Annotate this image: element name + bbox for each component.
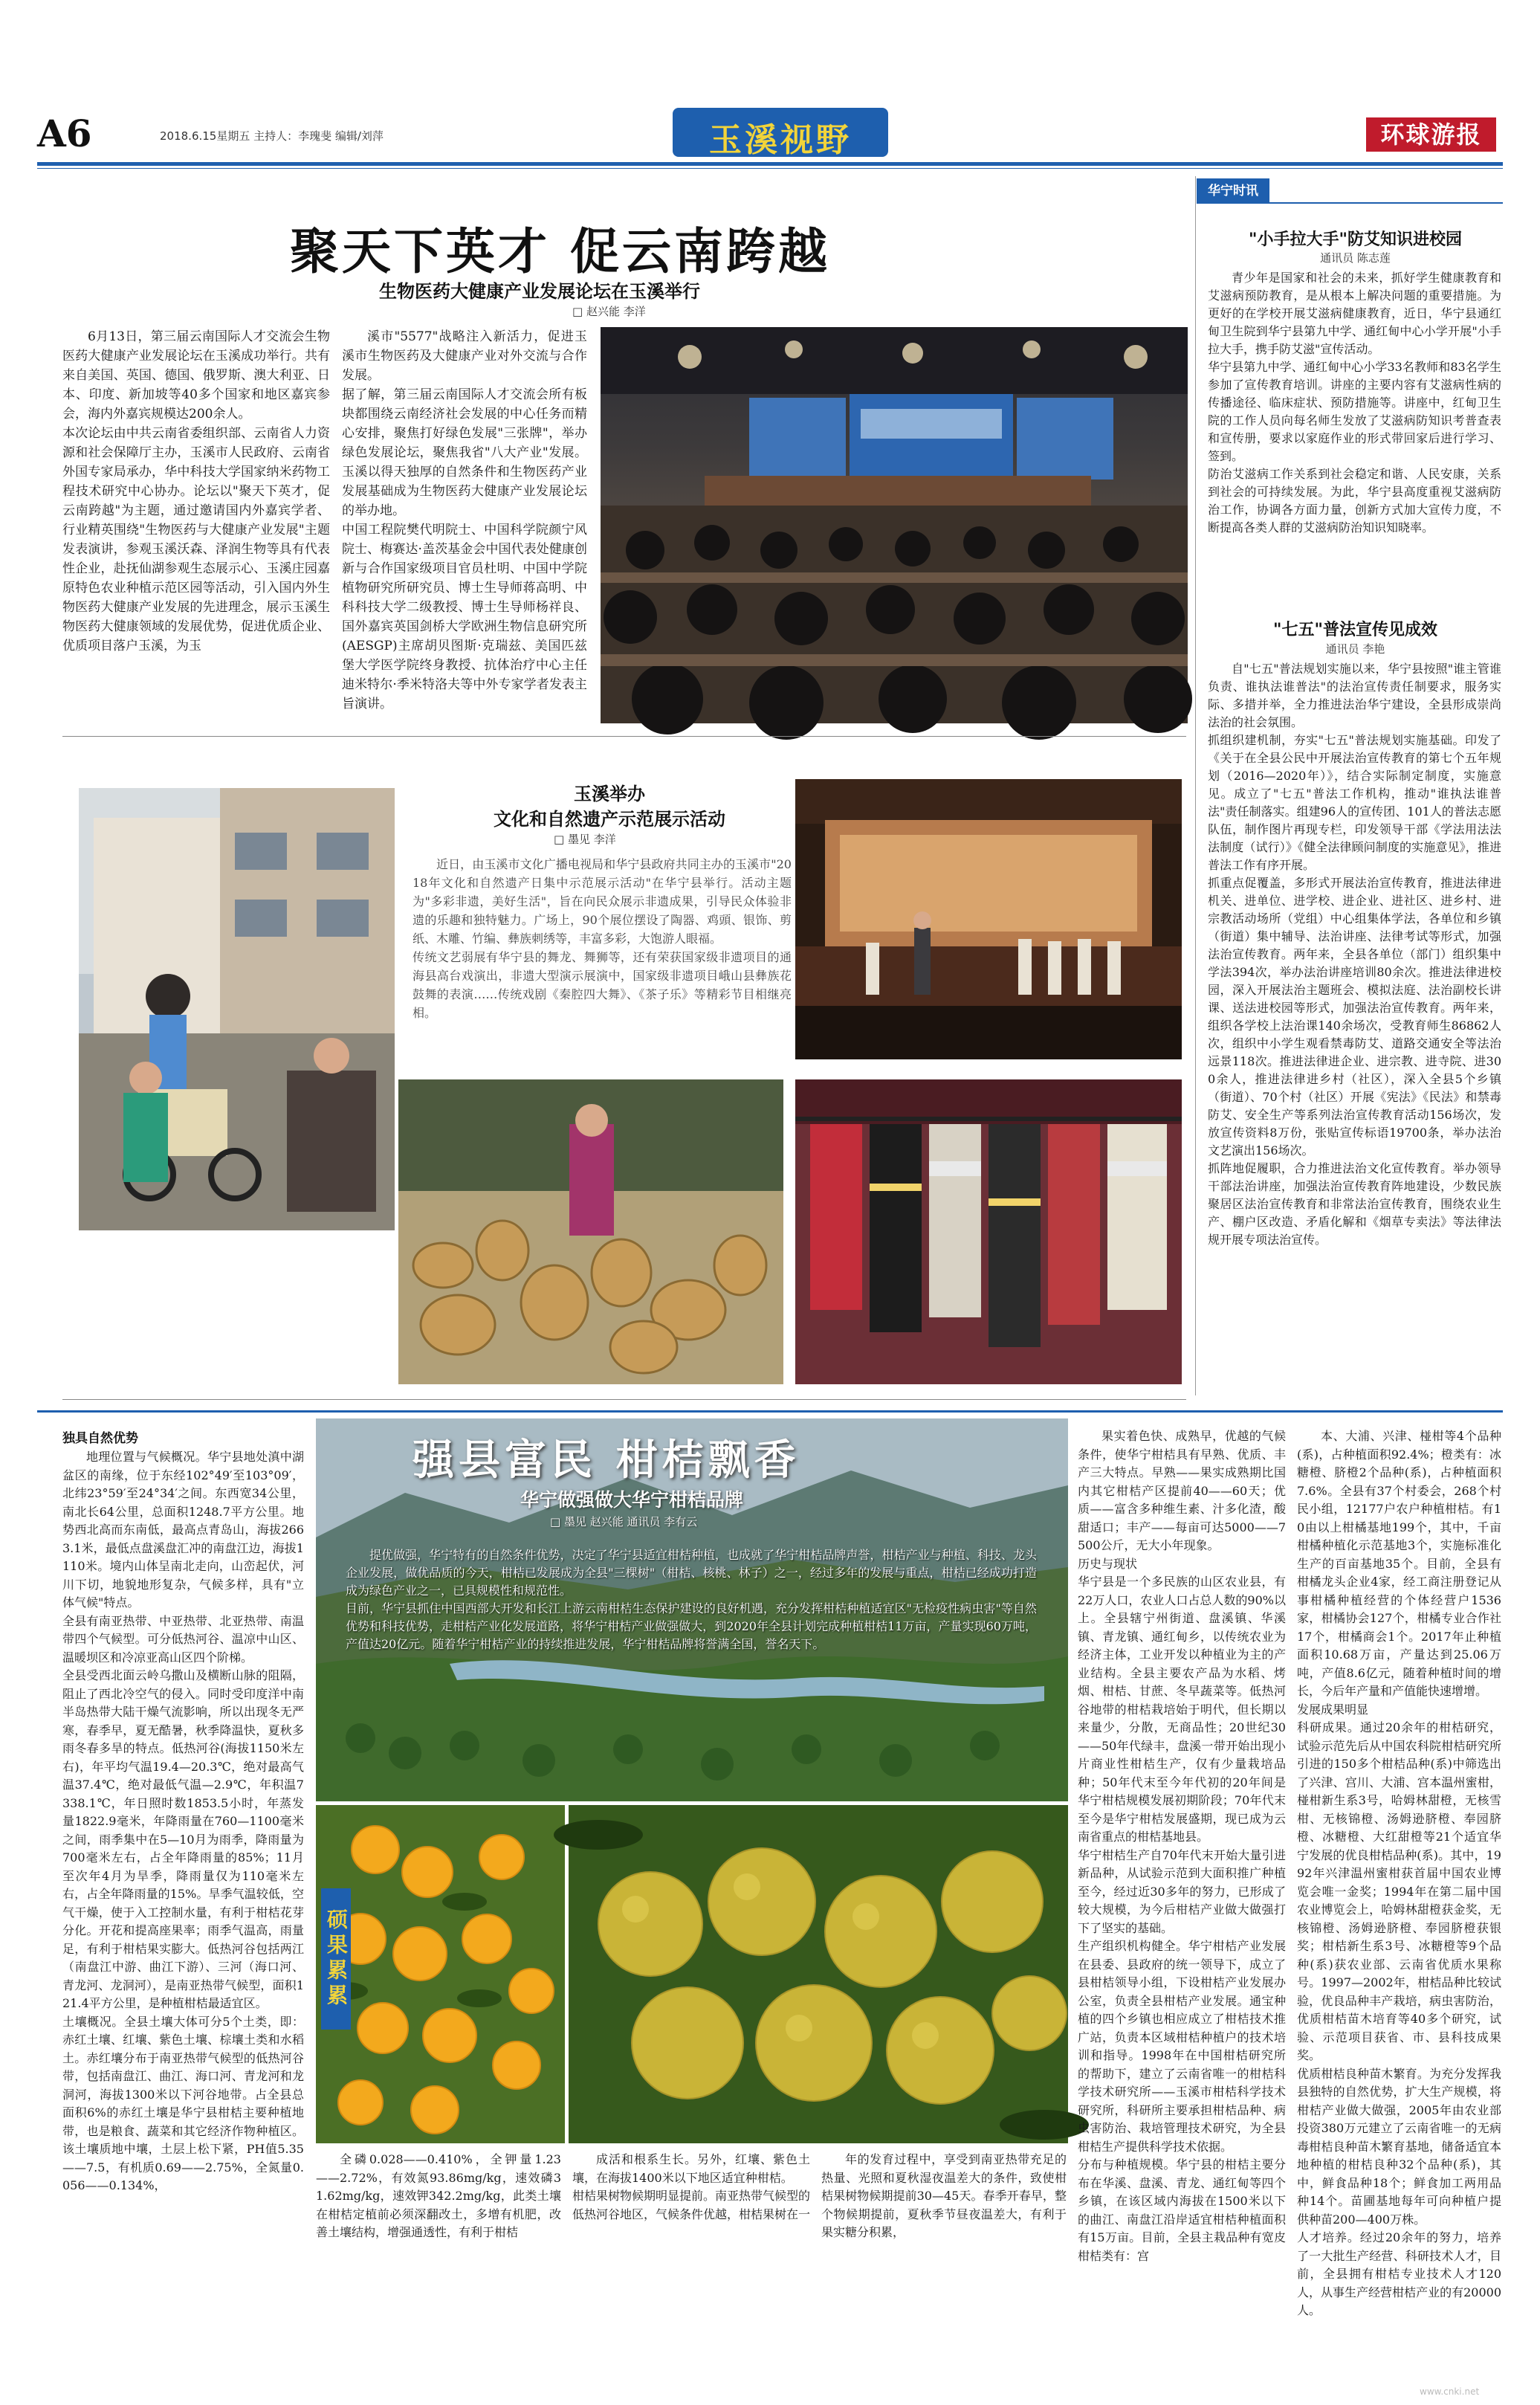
story1-body: 青少年是国家和社会的未来，抓好学生健康教育和艾滋病预防教育，是从根本上解决问题的重要措施。为更好的在学校开展艾滋病健康教育，近日，华宁县通红甸卫生院到华宁县第九中学、通红甸中心小学开展"小手拉大手，携手防艾滋"宣传活动。 华宁县第九中学、通红甸中心小学33名教师和83名学生参加了宣传教育培训。讲座的主要内容有艾滋病性病的传播途径、临床症状、预防措施等。讲座中，红甸卫生院的工作人员向每名师生发放了艾滋病防知识考普查表和宣传册，要求以家庭作业的形式带回家后进行学习、签到。 防治艾滋病工作关系到社会稳定和谐、人民安康，关系到社会的可持续发展。为此，华宁县高度重视艾滋病防治工作，协调各方面力量，创新方式加大宣传力度，不断提高各类人群的艾滋病防治知识知晓率。 (1208, 271, 1501, 535)
citrus-sidebar-heading: 独具自然优势 (62, 1431, 138, 1446)
parade-photo (79, 788, 395, 1230)
citrus-column-d-bottom: 年的发育过程中，享受到南亚热带充足的热量、光照和夏秋湿夜温差大的条件，致使柑桔果树物候期提前30—45天。春季开春早，整个物候期提前，夏秋季节昼夜温差大，有利于果实糖分积累， (821, 2152, 1067, 2239)
story2-byline: 通讯员 李艳 (1325, 642, 1385, 656)
main-story-column-2: 溪市"5577"战略注入新活力，促进玉溪市生物医药及大健康产业对外交流与合作发展。 据了解，第三届云南国际人才交流会所有板块都围绕云南经济社会发展的中心任务而精心安排，聚焦打好绿色发展"三张牌"，举办绿色发展论坛，聚焦我省"八大产业"发展。玉溪以得天独厚的自然条件和生物医药产业发展基础成为生物医药大健康产业发展论坛的举办地。 中国工程院樊代明院士、中国科学院颜宁风院士、梅赛达·盖茨基金会中国代表处健康创新与合作国家级项目官员杜明、中国中学院植物研究所研究员、博士生导师蒋高明、中科科技大学二级教授、博士生导师杨祥良、国外嘉宾英国剑桥大学欧洲生物信息研究所(AESGP)主席胡贝图斯·克瑞兹、美国匹兹堡大学医学院终身教授、抗体治疗中心主任迪米特尔·季米特洛夫等中外专家学者发表主旨演讲。 (342, 329, 587, 711)
parade-illustration (79, 788, 395, 1230)
main-story-subtitle: 生物医药大健康产业发展论坛在玉溪举行 (379, 281, 700, 302)
citrus-cluster-photo-right (569, 1805, 1068, 2143)
section-title: 玉溪视野 (709, 121, 852, 159)
citrus-cluster-photo-left (316, 1805, 565, 2143)
heritage-byline: □ 墨见 李洋 (554, 833, 616, 846)
stage-illustration (795, 779, 1182, 1059)
watermark: www.cnki.net (1420, 2386, 1480, 2397)
header-rule (37, 162, 1503, 166)
right-column-divider (1195, 176, 1196, 1395)
citrus-left-illustration (316, 1805, 565, 2143)
story1-byline: 通讯员 陈志莲 (1320, 251, 1391, 265)
forum-hall-illustration (601, 327, 1188, 723)
citrus-column-f: 本、大浦、兴津、椪柑等4个品种(系)，占种植面积92.4%；橙类有：冰糖橙、脐橙2个品种(系)，占种植面积7.6%。全县有37个村委会，268个村民小组，12177户农户种植柑桔。有10由以上柑橘基地199个，其中，千亩柑橘种植化示范基地3个，实施标准化生产的百亩基地35个。目前，全县有柑橘龙头企业4家，经工商注册登记从事柑橘种植经营的个体经营户1536家，柑橘协会127个，柑橘专业合作社17个，柑橘商会1个。2017年止种植面积10.68万亩，产量达到25.06万吨，产值8.6亿元，随着种植时间的增长，今后年产量和产值能快速增增。 发展成果明显 科研成果。通过20余年的柑桔研究，试验示范先后从中国农科院柑桔研究所引进的150多个柑桔品种(系)中筛选出了兴津、宫川、大浦、宫本温州蜜柑，椪柑新生系3号，哈姆林甜橙，无核雪柑、无核锦橙、汤姆逊脐橙、奉园脐橙、冰糖橙、大红甜橙等21个适宜华宁发展的优良柑桔品种(系)。其中，1992年兴津温州蜜柑获首届中国农业博览会唯一金奖；1994年在第二届中国农业博览会上，哈姆林甜橙获金奖，无核锦橙、汤姆逊脐橙、奉园脐橙获银奖；柑桔新生系3号、冰糖橙等9个品种(系)获农业部、云南省优质水果称号。1997—2002年，柑桔品种比较试验，优良品种丰产栽培，病虫害防治，优质柑桔苗木培育等40多个研究，试验、示范项目获省、市、县科技成果奖。 优质柑桔良种苗木繁育。为充分发挥我县独特的自然优势，扩大生产规模，将柑桔产业做大做强，2005年由农业部投资380万元建立了云南省唯一的无病毒柑桔良种苗木繁育基地，储备适宜本地种植的柑桔良种32个品种(系)，其中，鲜食品种18个；鲜食加工两用品种14个。苗圃基地每年可向种植户提供种苗200—400万株。 人才培养。经过20余年的努力，培养了一大批生产经营、科研技术人才，目前，全县拥有柑桔专业技术人才120人，从事生产经营柑桔产业的有20000人。 (1297, 1429, 1501, 2317)
citrus-column-b-bottom: 全磷0.028——0.410%，全钾量1.23——2.72%，有效氮93.86mg/kg，速效磷31.62mg/kg，速效钾342.2mg/kg，此类土壤在柑桔定植前必须深翻改土，多增有机肥，改善土壤结构，增强通透性，有利于柑桔 (316, 2152, 561, 2239)
citrus-column-a: 地理位置与气候概况。华宁县地处滇中湖盆区的南缘，位于东经102°49′至103°09′，北纬23°59′至24°34′之间。东西宽34公里，南北长64公里，总面积1248.7平方公里。地势西北高而东南低，最高点青岛山，海拔2663.1米，最低点盘溪盘汇冲的南盘江边，海拔1110米。境内山体呈南北走向，山峦起伏，河川下切，地貌地形复杂，气候多样，具有"立体气候"特点。 全县有南亚热带、中亚热带、北亚热带、南温带四个气候型。可分低热河谷、温凉中山区、温暖坝区和冷凉亚高山区四个阶梯。 全县受西北面云岭乌撒山及横断山脉的阻隔，阻止了西北冷空气的侵入。同时受印度洋中南半岛热带大陆干燥气流影响，所以出现冬无严寒，春季早，夏无酷暑，秋季降温快，夏秋多雨冬春多旱的特点。低热河谷(海拔1150米左右)，年平均气温19.4—20.3℃，绝对最高气温37.4℃，绝对最低气温—2.9℃，年积温7338.1℃，年日照时数1853.5小时，年蒸发量1822.9毫米，年降雨量在760—1100毫米之间，雨季集中在5—10月为雨季，降雨量为700毫米左右，占全年降雨量的85%；11月至次年4月为旱季，降雨量仅为110毫米左右，占全年降雨量的15%。旱季气温较低，空气干燥，使于入工控制水量，有利于柑桔花芽分化。开花和提高座果率；雨季气温高，雨量足，有利于柑桔果实膨大。低热河谷包括两江（南盘江中游、曲江下游）、三河（海口河、青龙河、龙洞河），是南亚热带气候型，面积121.4平方公里，是种植柑桔最适宜区。 土壤概况。全县土壤大体可分5个土类，即：赤红土壤、红壤、紫色土壤、棕壤土类和水稻土。赤红壤分布于南亚热带气候型的低热河谷带，包括南盘江、曲江、海口河、青龙河和龙洞河，海拔1300米以下河谷地带。占全县总面积6%的赤红土壤是华宁县柑桔主要种植地带，也是粮食、蔬菜和其它经济作物种植区。该土壤质地中壤，土层上松下紧，PH值5.35——7.5，有机质0.69——2.75%，全氮量0.056——0.134%， (62, 1450, 304, 2192)
story1-title: "小手拉大手"防艾知识进校园 (1249, 230, 1462, 249)
column-tag: 华宁时讯 (1197, 178, 1269, 204)
forum-hall-photo (601, 327, 1188, 723)
stage-performance-photo (795, 779, 1182, 1059)
dateline: 2018.6.15星期五 主持人：李瑰斐 编辑/刘萍 (160, 129, 384, 143)
citrus-title: 强县富民 柑桔飘香 (412, 1436, 800, 1485)
photo-label-vertical: 硕果累累 (321, 1888, 351, 2030)
story2-title: "七五"普法宣传见成效 (1273, 621, 1437, 639)
heritage-title-line1: 玉溪举办 (574, 784, 645, 804)
crafts-illustration (398, 1079, 783, 1384)
heritage-bottom-rule (62, 1399, 1186, 1400)
main-story-byline: □ 赵兴能 李洋 (572, 305, 646, 318)
bamboo-crafts-photo (398, 1079, 783, 1384)
costume-illustration (795, 1079, 1182, 1384)
main-story-bottom-rule (62, 736, 1186, 737)
main-story-column-1: 6月13日，第三届云南国际人才交流会生物医药大健康产业发展论坛在玉溪成功举行。共有来自美国、英国、德国、俄罗斯、澳大利亚、日本、印度、新加坡等40多个国家和地区嘉宾参会，海内外嘉宾规模达200余人。 本次论坛由中共云南省委组织部、云南省人力资源和社会保障厅主办，玉溪市人民政府、云南省外国专家局承办，华中科技大学国家纳米药物工程技术研究中心协办。论坛以"聚天下英才，促云南跨越"为主题，通过邀请国内外嘉宾学者、行业精英围绕"生物医药与大健康产业发展"主题发表演讲，参观玉溪沃森、泽润生物等具有代表性企业，赴抚仙湖参观生态展示心、玉溪庄园嘉原特色农业种植示范区园等活动，引入国内外生物医药大健康产业发展的先进理念，展示玉溪生物医药大健康领域的发展优势，促进优质企业、优质项目落户玉溪，为玉 (62, 329, 330, 653)
citrus-column-c-bottom: 成活和根系生长。另外，红壤、紫色土壤，在海拔1400米以下地区适宜种柑桔。 柑桔果树物候期明显提前。南亚热带气候型的低热河谷地区，气候条件优越，柑桔果树在一 (572, 2152, 811, 2221)
heritage-body: 近日，由玉溪市文化广播电视局和华宁县政府共同主办的玉溪市"2018年文化和自然遗产日集中示范展示活动"在华宁县举行。活动主题为"多彩非遗，美好生活"，旨在向民众展示非遗成果，引导民众体验非遗的乐趣和独特魅力。广场上，90个展位摆设了陶器、鸡頭、银饰、剪纸、木雕、竹编、彝族刺绣等，丰富多彩，大饱游人眼福。 传统文艺弱展有华宁县的舞龙、舞狮等，还有荣获国家级非遗项目的通海县高台戏演出，非遗大型演示展演中，国家级非遗项目峨山县彝族花鼓舞的表演……传统戏剧《秦腔四大舞》、《茶子乐》等精彩节目相继亮相。 (412, 857, 792, 1020)
section-divider (37, 1410, 1503, 1413)
main-story-title: 聚天下英才 促云南跨越 (290, 223, 830, 280)
page-number: A6 (37, 112, 92, 155)
citrus-overlay-text: 提优做强，华宁特有的自然条件优势，决定了华宁县适宜柑桔种植，也成就了华宁柑桔品牌声誉，柑桔产业与种植、科技、龙头企业发展，做优品质的今天，柑桔已发展成为全县"三棵树"（柑桔、核桃、林子）之一，经过多年的发展与重点，柑桔已经成功打造成为绿色产业之一，已具规模性和规范性。 目前，华宁县抓住中国西部大开发和长江上游云南柑桔生态保护建设的良好机遇，充分发挥柑桔种植适宜区"无检疫性病虫害"等自然优势和科技优势，走柑桔产业化发展道路，将华宁柑桔产业做强做大，到2020年全县计划完成种植柑桔11万亩，产量实现60万吨，产值达20亿元。随着华宁柑桔产业的持续推进发展，华宁柑桔品牌将誉满全国，誉名天下。 (346, 1548, 1037, 1651)
column-tag-rule (1269, 202, 1503, 204)
citrus-right-illustration (569, 1805, 1068, 2143)
story2-body: 自"七五"普法规划实施以来，华宁县按照"谁主管谁负责、谁执法谁普法"的法治宣传责任制要求，服务实际、多措并举，全力推进法治华宁建设，全县形成崇尚法治的社会氛围。 抓组织建机制，夯实"七五"普法规划实施基础。印发了《关于在全县公民中开展法治宣传教育的第七个五年规划（2016—2020年）》，结合实际制定制度，实施意见。成立了"七五"普法工作机构，推动"谁执法谁普法"责任制落实。组建96人的宣传团、101人的普法志愿队伍，制作图片再现专栏，印发领导干部《学法用法法法制度（试行）》《健全法律顾问制度的实施意见》，推进普法工作有序开展。 抓重点促覆盖，多形式开展法治宣传教育，推进法律进机关、进单位、进学校、进企业、进社区、进乡村、进宗教活动场所（党组）中心组集体学法，各单位和乡镇（街道）集中辅导、法治讲座、法律考试等形式，加强法治宣传教育。两年来，全县各单位（部门）组织集中学法394次，举办法治讲座培训80余次。推进法律进校园，深入开展法治主题班会、模拟法庭、法治副校长讲课、送法进校园等形式，加强法治宣传教育。两年来，组织各学校上法治课140余场次，受教育师生86862人次，组织中小学生观看禁毒防艾、道路交通安全等法治远景118次。推进法律进企业、进宗教、进寺院、进300余人，推进法律进乡村（社区），深入全县5个乡镇（街道）、70个村（社区）开展《宪法》《民法》和禁毒防艾、安全生产等系列法治宣传教育活动156场次，发放宣传资料8万份，张贴宣传标语19700条，举办法治文艺演出156场次。 抓阵地促履职，合力推进法治文化宣传教育。举办领导干部法治讲座，加强法治宣传教育阵地建设，少数民族聚居区法治宣传教育和非常法治宣传教育，围绕农业生产、棚户区改造、矛盾化解和《烟草专卖法》等法律法规开展专项法治宣传。 (1208, 662, 1501, 1247)
heritage-title-line2: 文化和自然遗产示范展示活动 (494, 809, 725, 830)
citrus-column-e: 果实着色快、成熟早，优越的气候条件，使华宁柑桔具有早熟、优质、丰产三大特点。早熟——果实成熟期比国内其它柑桔产区提前40——60天；优质——富含多种维生素、汁多化渣，酸甜适口；丰产——每亩可达5000——7500公斤，无大小年现象。 历史与现状 华宁县是一个多民族的山区农业县，有22万人口，农业人口占总人数的90%以上。全县辖宁州街道、盘溪镇、华溪镇、青龙镇、通红甸乡，以传统农业为经济主体，工业开发以种植业为主的产业结构。全县主要农产品为水稻、烤烟、柑桔、甘蔗、冬早蔬菜等。低热河谷地带的柑桔栽培始于明代，但长期以来量少，分散，无商品性；20世纪30——50年代绿丰，盘溪一带开始出现小片商业性柑桔生产，仅有少量栽培品种；50年代末至今年代初的20年间是华宁柑桔规模发展初期阶段；70年代末至今是华宁柑桔发展盛期，现已成为云南省重点的柑桔基地县。 华宁柑桔生产自70年代末开始大量引进新品种，从试验示范到大面积推广种植至今，经过近30多年的努力，已形成了较大规模，为今后柑桔产业做大做强打下了坚实的基础。 生产组织机构健全。华宁柑桔产业发展在县委、县政府的统一领导下，成立了县柑桔领导小组，下设柑桔产业发展办公室，负责全县柑桔产业发展。通宝种植的四个乡镇也相应成立了柑桔技术推广站，负责本区域柑桔种植户的技术培训和指导。1998年在中国柑桔研究所的帮助下，建立了云南省唯一的柑桔科学技术研究所——玉溪市柑桔科学技术研究所，科研所主要承担柑桔品种、病虫害防治、栽培管理技术研究，为全县柑桔生产提供科学技术依据。 分布与种植规模。华宁县的柑桔主要分布在华溪、盘溪、青龙、通红甸等四个乡镇，在该区域内海拔在1500米以下的曲江、南盘江沿岸适宜柑桔种植面积有15万亩。目前，全县主栽品种有宽皮柑桔类有：宫 (1078, 1429, 1286, 2263)
costume-display-photo (795, 1079, 1182, 1384)
header-rule-thin (37, 168, 1503, 169)
citrus-byline: □ 墨见 赵兴能 通讯员 李有云 (550, 1515, 698, 1528)
citrus-subtitle: 华宁做强做大华宁柑桔品牌 (520, 1489, 744, 1511)
brand-logo: 环球游报 (1366, 117, 1496, 152)
